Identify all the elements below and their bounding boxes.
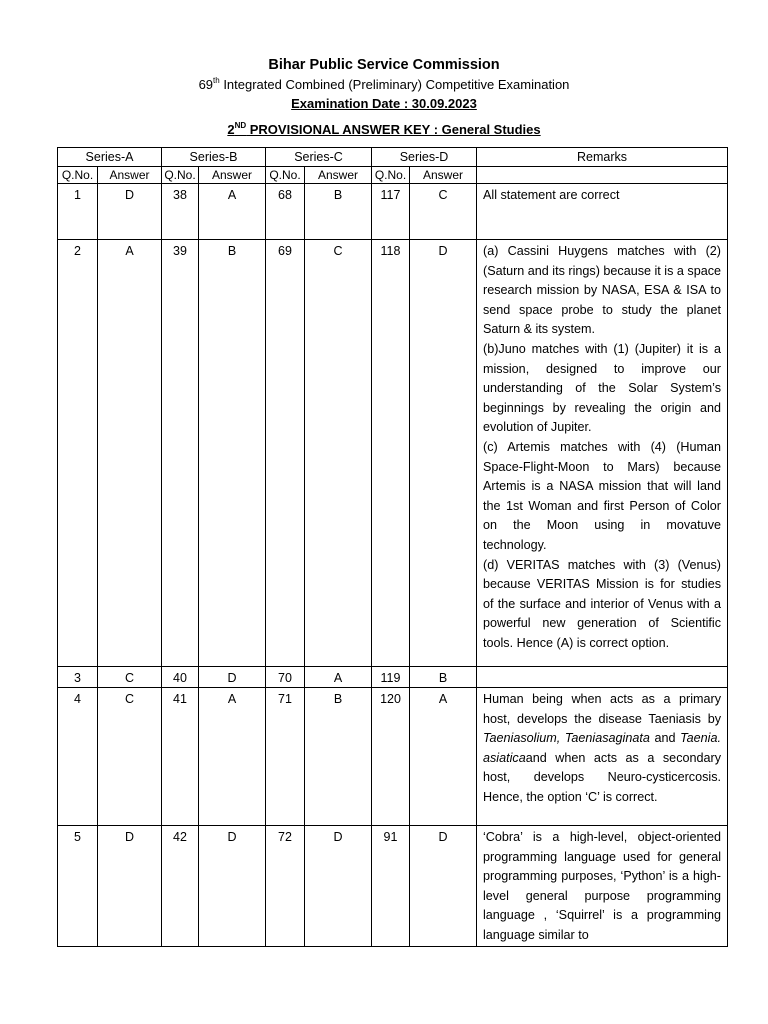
remark-paragraph-c: (c) Artemis matches with (4) (Human Space-Flight-Moon to Mars) because Artemis is a NASA mission that will land the 1st Woman and first Person of Color on the Moon using in movatuve technology. (483, 439, 721, 552)
remark-paragraph-a: (a) Cassini Huygens matches with (2) (Saturn and its rings) because it is a space research mission by NASA, ESA & ISA to send space probe to study the planet Saturn & its system. (483, 244, 722, 337)
series-a-header: Series-A (58, 148, 162, 167)
series-b-qno: 39 (162, 240, 199, 667)
series-b-header: Series-B (162, 148, 266, 167)
series-header-row (58, 148, 728, 167)
remark-paragraph: ‘Cobra’ is a high-level, object-oriented programming language used for general programming purposes, ‘Python’ is a high-level general purpose programming language , ‘Squirrel’ is a programming language similar to (483, 830, 721, 942)
series-a-qno: 4 (58, 688, 98, 826)
exam-number-suffix: th (213, 76, 220, 85)
series-a-qno: 5 (58, 826, 98, 947)
exam-number: 69 (198, 77, 214, 92)
answer-label: Answer (410, 167, 477, 184)
remark-cell (477, 826, 728, 947)
remark-paragraph-b: (b)Juno matches with (1) (Jupiter) it is a mission, designed to improve our understanding of the Solar System’s beginnings by revealing the origin and evolution of Jupiter. (483, 341, 721, 435)
remarks-header: Remarks (477, 148, 728, 167)
remark-text: Human being when acts as a primary host, develops the disease Taeniasis by (483, 692, 721, 726)
series-d-answer: D (410, 240, 477, 667)
exam-date: Examination Date : 30.09.2023 (291, 96, 477, 111)
table-row (58, 688, 728, 826)
remark-cell (477, 688, 728, 826)
series-b-answer: A (199, 688, 266, 826)
series-d-answer: A (410, 688, 477, 826)
series-d-answer: B (410, 667, 477, 688)
series-d-qno: 120 (372, 688, 410, 826)
series-c-answer: B (305, 184, 372, 240)
series-d-qno: 117 (372, 184, 410, 240)
series-a-qno: 1 (58, 184, 98, 240)
exam-title: Integrated Combined (Preliminary) Competitive Examination (219, 77, 570, 92)
remark-paragraph-d: (d) VERITAS matches with (3) (Venus) because VERITAS Mission is for studies of the surface and interior of Venus with a powerful new generation of Scientific tools. Hence (A) is correct option. (483, 557, 721, 650)
answer-label: Answer (98, 167, 162, 184)
column-label-row (58, 167, 728, 184)
key-title: PROVISIONAL ANSWER KEY : General Studies (246, 122, 541, 137)
series-a-answer: C (98, 667, 162, 688)
series-c-qno: 69 (266, 240, 305, 667)
remark-cell (477, 184, 728, 240)
series-a-answer: A (98, 240, 162, 667)
qno-label: Q.No. (58, 167, 98, 184)
series-b-answer: D (199, 667, 266, 688)
series-b-qno: 41 (162, 688, 199, 826)
answer-key-title (0, 122, 768, 137)
table-row (58, 184, 728, 240)
remark-text: and (649, 731, 681, 746)
series-b-qno: 38 (162, 184, 199, 240)
remark-text: and when acts as a secondary host, develops Neuro-cysticercosis. Hence, the option ‘C’ is correct. (483, 750, 721, 804)
series-b-answer: A (199, 184, 266, 240)
qno-label: Q.No. (162, 167, 199, 184)
exam-name (0, 77, 768, 92)
table-row (58, 826, 728, 947)
series-a-qno: 2 (58, 240, 98, 667)
series-c-answer: B (305, 688, 372, 826)
series-b-qno: 40 (162, 667, 199, 688)
remark-italic-species: Taeniasolium, Taeniasaginata (483, 731, 650, 746)
series-c-header: Series-C (266, 148, 372, 167)
series-c-answer: C (305, 240, 372, 667)
key-number-suffix: ND (234, 121, 247, 130)
table-row (58, 667, 728, 688)
remark-italic-species: Taenia. asiatica (483, 731, 721, 765)
series-c-qno: 70 (266, 667, 305, 688)
answer-label: Answer (305, 167, 372, 184)
key-number: 2 (227, 122, 235, 137)
series-c-answer: D (305, 826, 372, 947)
series-a-answer: C (98, 688, 162, 826)
qno-label: Q.No. (372, 167, 410, 184)
series-d-answer: D (410, 826, 477, 947)
remark-cell (477, 240, 728, 667)
remark-cell-empty (477, 667, 728, 688)
series-b-qno: 42 (162, 826, 199, 947)
series-d-qno: 118 (372, 240, 410, 667)
qno-label: Q.No. (266, 167, 305, 184)
answer-label: Answer (199, 167, 266, 184)
series-c-qno: 72 (266, 826, 305, 947)
answer-key-table (57, 147, 728, 947)
series-c-qno: 68 (266, 184, 305, 240)
series-c-qno: 71 (266, 688, 305, 826)
series-a-answer: D (98, 184, 162, 240)
series-d-header: Series-D (372, 148, 477, 167)
series-d-qno: 119 (372, 667, 410, 688)
series-a-qno: 3 (58, 667, 98, 688)
series-c-answer: A (305, 667, 372, 688)
page-title: Bihar Public Service Commission (268, 57, 500, 73)
series-d-qno: 91 (372, 826, 410, 947)
remark-paragraph: All statement are correct (483, 188, 620, 202)
series-b-answer: D (199, 826, 266, 947)
table-row (58, 240, 728, 667)
series-b-answer: B (199, 240, 266, 667)
remarks-label-empty (477, 167, 728, 184)
series-a-answer: D (98, 826, 162, 947)
series-d-answer: C (410, 184, 477, 240)
